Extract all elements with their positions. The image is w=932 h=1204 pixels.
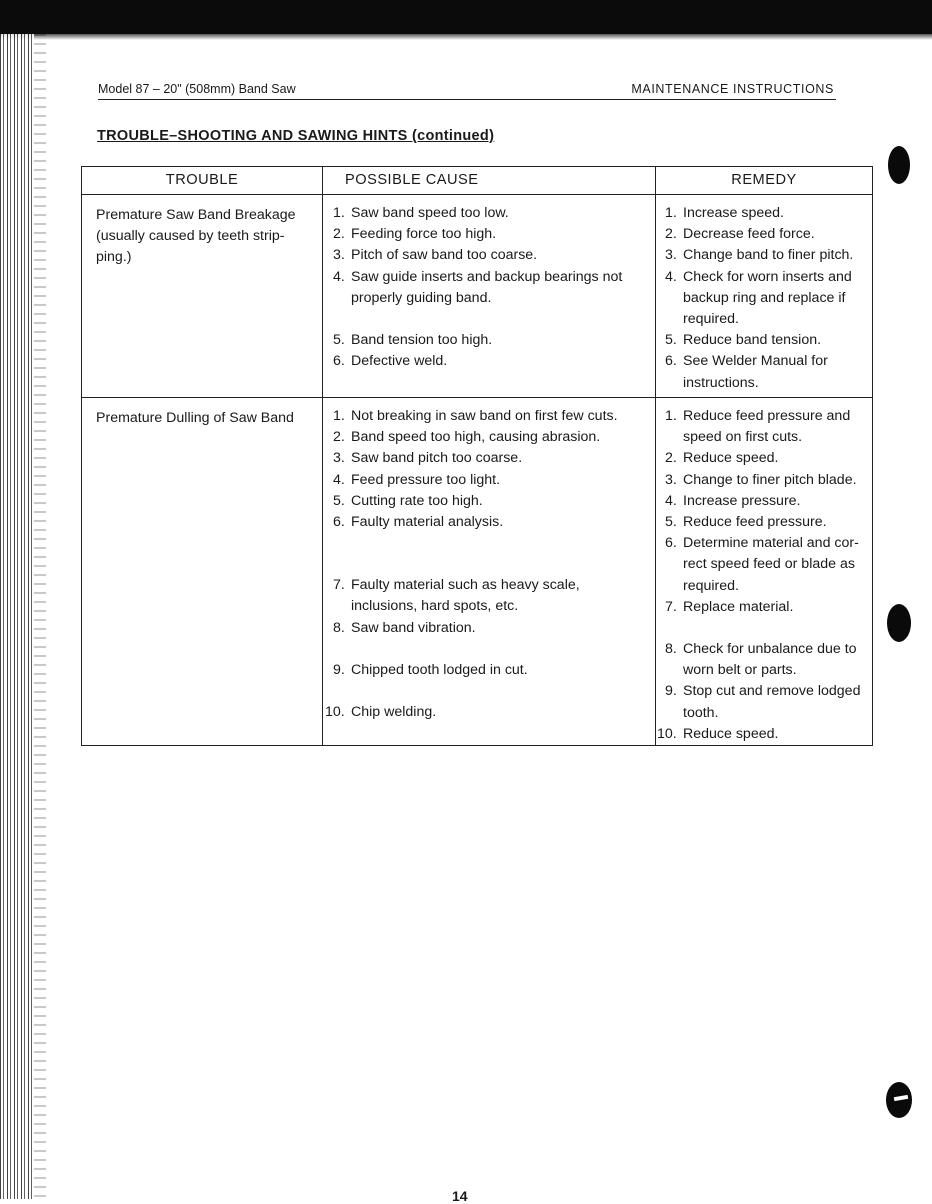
item-number: 9. [665, 683, 677, 700]
item-number: 5. [333, 492, 345, 509]
item-text: Reduce speed. [683, 725, 779, 742]
item-number: 10. [657, 725, 677, 742]
item-text: Cutting rate too high. [351, 492, 483, 509]
list-item [665, 448, 864, 469]
item-text: Decrease feed force. [683, 226, 815, 243]
item-text: Defective weld. [351, 353, 448, 370]
item-number: 2. [333, 429, 345, 446]
cause-list [333, 203, 647, 372]
item-text: Faulty material such as heavy scale, inclusions, hard spots, etc. [351, 577, 580, 615]
column-header-remedy: REMEDY [656, 167, 873, 195]
item-number: 1. [333, 205, 345, 221]
item-number: 5. [665, 514, 677, 531]
item-text: Faulty material analysis. [351, 514, 504, 531]
list-item [325, 702, 647, 723]
item-text: Change band to finer pitch. [683, 247, 854, 264]
list-item [333, 470, 647, 491]
item-text: Chip welding. [351, 704, 437, 721]
list-item [665, 639, 864, 681]
item-number: 5. [333, 332, 345, 349]
item-number: 6. [333, 353, 345, 370]
list-item [333, 491, 647, 512]
item-number: 6. [665, 353, 677, 370]
item-number: 7. [665, 598, 677, 615]
troubleshooting-table [81, 166, 873, 746]
list-spacer [333, 681, 647, 702]
list-spacer [333, 554, 647, 575]
item-text: Reduce speed. [683, 450, 779, 467]
remedy-list [657, 406, 864, 745]
list-item [665, 533, 864, 597]
item-number: 10. [325, 704, 345, 721]
list-spacer [333, 639, 647, 660]
header-section: MAINTENANCE INSTRUCTIONS [631, 82, 834, 96]
item-text: Pitch of saw band too coarse. [351, 247, 538, 264]
item-number: 8. [665, 641, 677, 658]
list-item [333, 448, 647, 469]
item-text: Chipped tooth lodged in cut. [351, 661, 528, 678]
scan-top-border [0, 0, 932, 34]
list-item [665, 470, 864, 491]
item-text: Stop cut and remove lodged tooth. [683, 683, 861, 721]
item-number: 7. [333, 577, 345, 594]
item-number: 3. [333, 450, 345, 467]
punch-hole-middle [887, 604, 911, 642]
trouble-cell: Premature Saw Band Breakage (usually caused by teeth strip- ping.) [82, 195, 323, 398]
list-item [333, 203, 647, 224]
list-item [333, 267, 647, 309]
list-spacer [665, 618, 864, 639]
item-text: Check for unbalance due to worn belt or parts. [683, 641, 857, 679]
cause-cell [323, 398, 656, 746]
item-text: Increase speed. [683, 205, 784, 221]
item-number: 1. [665, 408, 677, 424]
table-row [82, 398, 873, 746]
list-item [665, 330, 864, 351]
item-text: Increase pressure. [683, 492, 801, 509]
table-header-row [82, 167, 873, 195]
list-item [333, 245, 647, 266]
item-text: Reduce band tension. [683, 332, 822, 349]
list-item [665, 203, 864, 224]
list-item [333, 660, 647, 681]
list-item [665, 491, 864, 512]
item-text: Feeding force too high. [351, 226, 497, 243]
item-number: 3. [665, 471, 677, 488]
item-number: 3. [665, 247, 677, 264]
item-text: Saw band vibration. [351, 619, 476, 636]
list-spacer [333, 533, 647, 554]
item-number: 5. [665, 332, 677, 349]
remedy-list [665, 203, 864, 394]
list-item [665, 224, 864, 245]
column-header-trouble: TROUBLE [82, 167, 323, 195]
item-number: 3. [333, 247, 345, 264]
list-item [333, 406, 647, 427]
item-text: Band tension too high. [351, 332, 493, 349]
scan-binding-edge [0, 34, 34, 1199]
item-text: Band speed too high, causing abrasion. [351, 429, 601, 446]
item-text: Reduce feed pressure and speed on first cuts. [683, 408, 851, 446]
punch-hole-top [888, 146, 910, 184]
list-item [665, 267, 864, 331]
cause-list [325, 406, 647, 723]
item-text: Saw guide inserts and backup bearings not properly guiding band. [351, 268, 623, 306]
item-number: 4. [665, 492, 677, 509]
list-item [665, 351, 864, 393]
list-item [665, 681, 864, 723]
remedy-cell [656, 398, 873, 746]
list-item [333, 618, 647, 639]
list-item [333, 427, 647, 448]
cause-cell [323, 195, 656, 398]
item-number: 1. [665, 205, 677, 221]
list-spacer [333, 309, 647, 330]
trouble-cell: Premature Dulling of Saw Band [82, 398, 323, 746]
list-item [333, 224, 647, 245]
item-number: 6. [333, 514, 345, 531]
list-item [665, 245, 864, 266]
list-item [333, 575, 647, 617]
item-text: Change to finer pitch blade. [683, 471, 857, 488]
item-number: 2. [665, 226, 677, 243]
item-number: 2. [333, 226, 345, 243]
item-text: Reduce feed pressure. [683, 514, 827, 531]
list-item [665, 597, 864, 618]
section-title: TROUBLE–SHOOTING AND SAWING HINTS (continued) [97, 128, 495, 144]
table-row [82, 195, 873, 398]
item-text: Feed pressure too light. [351, 471, 501, 488]
page-header [98, 82, 836, 100]
remedy-cell [656, 195, 873, 398]
item-number: 6. [665, 535, 677, 552]
item-text: Saw band pitch too coarse. [351, 450, 523, 467]
item-text: Not breaking in saw band on first few cuts. [351, 408, 618, 424]
list-item [665, 512, 864, 533]
item-number: 1. [333, 408, 345, 424]
item-number: 9. [333, 661, 345, 678]
column-header-possible-cause: POSSIBLE CAUSE [323, 167, 656, 195]
item-text: See Welder Manual for instructions. [683, 353, 828, 391]
page-number: 14 [452, 1188, 468, 1204]
item-text: Check for worn inserts and backup ring and replace if required. [683, 268, 852, 328]
list-item [665, 406, 864, 448]
item-number: 8. [333, 619, 345, 636]
list-item [657, 724, 864, 745]
list-item [333, 512, 647, 533]
item-number: 4. [333, 471, 345, 488]
list-item [333, 330, 647, 351]
item-text: Determine material and cor- rect speed feed or blade as required. [683, 535, 859, 594]
item-text: Replace material. [683, 598, 794, 615]
item-number: 4. [333, 268, 345, 285]
item-number: 2. [665, 450, 677, 467]
item-text: Saw band speed too low. [351, 205, 509, 221]
item-number: 4. [665, 268, 677, 285]
header-model: Model 87 – 20" (508mm) Band Saw [98, 82, 296, 96]
punch-hole-bottom [886, 1082, 912, 1118]
list-item [333, 351, 647, 372]
